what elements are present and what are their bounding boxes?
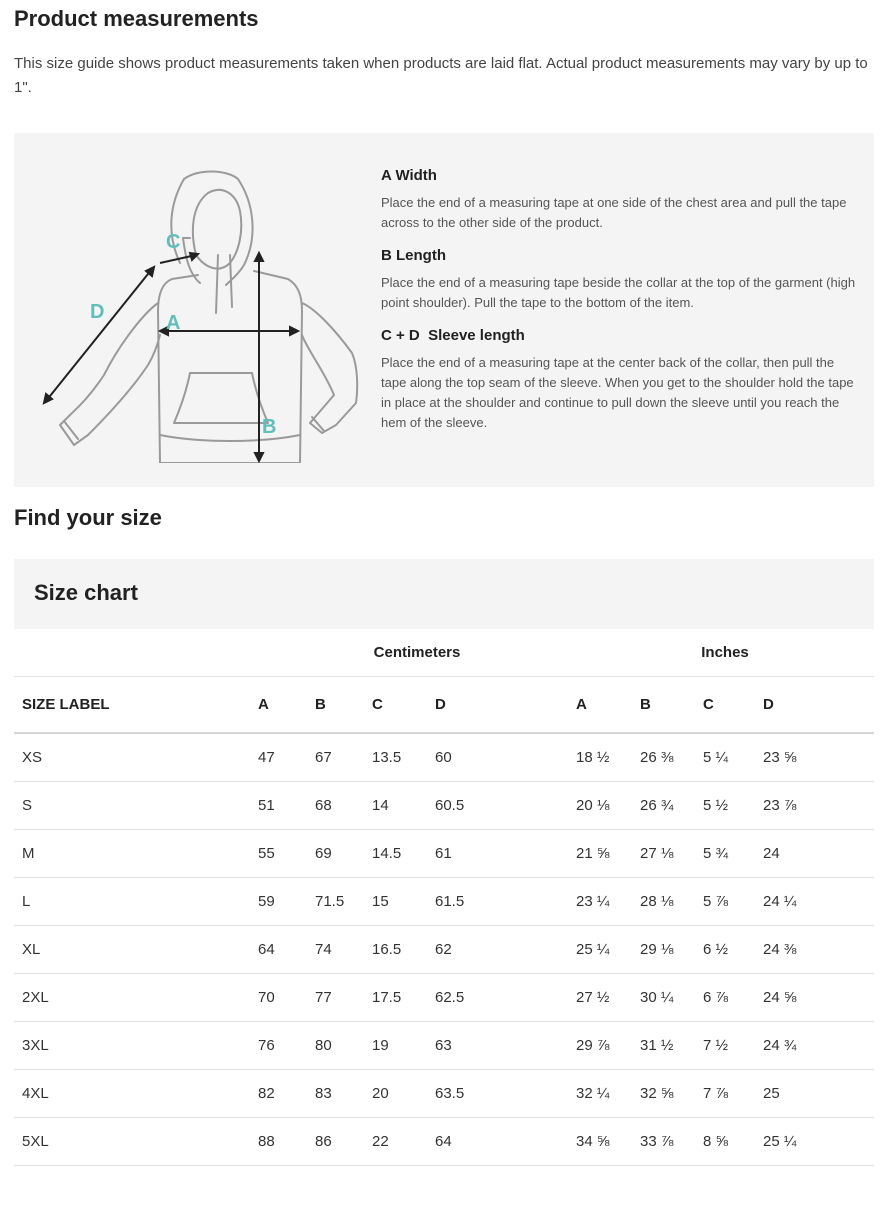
table-cell: 20 <box>372 1070 435 1118</box>
table-cell: 55 <box>258 830 315 878</box>
table-cell: 51 <box>258 782 315 830</box>
table-row <box>14 1070 874 1118</box>
table-cell: 83 <box>315 1070 372 1118</box>
table-cell: XL <box>14 926 258 974</box>
hoodie-pocket <box>174 373 268 423</box>
unit-group-row <box>14 629 874 677</box>
table-cell: 6 ⅞ <box>703 974 763 1022</box>
measurement-descriptions <box>381 165 856 445</box>
table-cell: 61 <box>435 830 576 878</box>
table-row <box>14 830 874 878</box>
table-cell: 60 <box>435 733 576 782</box>
table-cell: 7 ⅞ <box>703 1070 763 1118</box>
hoodie-right-sleeve <box>302 303 357 433</box>
hoodie-waistband <box>160 435 300 441</box>
table-cell: 64 <box>258 926 315 974</box>
table-cell: XS <box>14 733 258 782</box>
table-cell: 30 ¼ <box>640 974 703 1022</box>
table-cell: 26 ¾ <box>640 782 703 830</box>
column-header: B <box>315 677 372 734</box>
table-cell: 5 ¼ <box>703 733 763 782</box>
column-header: D <box>763 677 874 734</box>
table-cell: 29 ⅞ <box>576 1022 640 1070</box>
column-header: B <box>640 677 703 734</box>
hoodie-body-outline <box>158 271 302 463</box>
intro-text: This size guide shows product measurements taken when products are laid flat. Actual product measurements may vary by up to 1". <box>14 55 868 96</box>
unit-group-cm: Centimeters <box>258 629 576 677</box>
table-cell: 62.5 <box>435 974 576 1022</box>
table-cell: 22 <box>372 1118 435 1166</box>
width-heading: A Width <box>381 167 437 184</box>
table-cell: 31 ½ <box>640 1022 703 1070</box>
column-header-row <box>14 677 874 734</box>
hoodie-drawstring-left <box>216 255 218 313</box>
table-cell: 70 <box>258 974 315 1022</box>
table-cell: 88 <box>258 1118 315 1166</box>
table-cell: 25 <box>763 1070 874 1118</box>
label-a: A <box>166 312 181 334</box>
table-cell: 68 <box>315 782 372 830</box>
table-cell: 5 ⅞ <box>703 878 763 926</box>
table-cell: 24 ⅜ <box>763 926 874 974</box>
width-text: Place the end of a measuring tape at one side of the chest area and pull the tape across to the other side of the product. <box>381 195 847 230</box>
table-cell: 29 ⅛ <box>640 926 703 974</box>
length-arrowhead-bottom <box>255 453 263 461</box>
table-row <box>14 782 874 830</box>
table-cell: 23 ⅞ <box>763 782 874 830</box>
size-chart-title: Size chart <box>34 580 138 605</box>
measurement-panel <box>14 133 874 487</box>
table-row <box>14 926 874 974</box>
table-cell: 15 <box>372 878 435 926</box>
table-cell: 82 <box>258 1070 315 1118</box>
table-cell: 21 ⅝ <box>576 830 640 878</box>
table-cell: 74 <box>315 926 372 974</box>
table-cell: 24 ⅝ <box>763 974 874 1022</box>
hoodie-drawstring-right <box>230 255 232 307</box>
table-cell: 32 ⅝ <box>640 1070 703 1118</box>
table-cell: 28 ⅛ <box>640 878 703 926</box>
length-arrowhead-top <box>255 253 263 261</box>
table-cell: 32 ¼ <box>576 1070 640 1118</box>
table-cell: 62 <box>435 926 576 974</box>
table-cell: S <box>14 782 258 830</box>
table-cell: 23 ⅝ <box>763 733 874 782</box>
length-heading: B Length <box>381 247 446 264</box>
sleeve-heading: C + D Sleeve length <box>381 327 525 344</box>
table-cell: 27 ⅛ <box>640 830 703 878</box>
page-title: Product measurements <box>14 6 259 31</box>
table-cell: 16.5 <box>372 926 435 974</box>
sleeve-text: Place the end of a measuring tape at the center back of the collar, then pull the tape along the top seam of the sleeve. When you get to the shoulder hold the tape in place at the shoulder and continue to pull down the sleeve until you reach the hem of the sleeve. <box>381 355 854 430</box>
table-cell: 34 ⅝ <box>576 1118 640 1166</box>
table-cell: 6 ½ <box>703 926 763 974</box>
table-cell: 18 ½ <box>576 733 640 782</box>
column-header: C <box>703 677 763 734</box>
hoodie-left-sleeve <box>60 303 160 445</box>
table-cell: 27 ½ <box>576 974 640 1022</box>
table-cell: 5 ¾ <box>703 830 763 878</box>
table-cell: 60.5 <box>435 782 576 830</box>
table-cell: 76 <box>258 1022 315 1070</box>
unit-group-in: Inches <box>576 629 874 677</box>
width-arrowhead-right <box>290 327 298 335</box>
size-chart-header <box>14 559 874 629</box>
table-cell: L <box>14 878 258 926</box>
table-cell: 5XL <box>14 1118 258 1166</box>
table-cell: 23 ¼ <box>576 878 640 926</box>
column-header: A <box>258 677 315 734</box>
sleeve-arrowhead-c <box>190 253 198 260</box>
column-header: C <box>372 677 435 734</box>
table-cell: 59 <box>258 878 315 926</box>
table-cell: 71.5 <box>315 878 372 926</box>
table-cell: 3XL <box>14 1022 258 1070</box>
table-cell: 25 ¼ <box>763 1118 874 1166</box>
table-cell: 5 ½ <box>703 782 763 830</box>
label-d: D <box>90 301 105 323</box>
size-chart-table <box>14 629 874 1166</box>
unit-group-spacer <box>14 629 258 677</box>
table-cell: 14 <box>372 782 435 830</box>
table-cell: 14.5 <box>372 830 435 878</box>
column-header: A <box>576 677 640 734</box>
table-cell: 63 <box>435 1022 576 1070</box>
table-cell: 24 <box>763 830 874 878</box>
column-header: D <box>435 677 576 734</box>
table-cell: 20 ⅛ <box>576 782 640 830</box>
table-cell: 64 <box>435 1118 576 1166</box>
table-cell: 61.5 <box>435 878 576 926</box>
length-text: Place the end of a measuring tape beside the collar at the top of the garment (high point shoulder). Pull the tape to the bottom of the item. <box>381 275 856 310</box>
table-cell: 67 <box>315 733 372 782</box>
table-cell: M <box>14 830 258 878</box>
table-cell: 17.5 <box>372 974 435 1022</box>
table-row <box>14 974 874 1022</box>
table-cell: 25 ¼ <box>576 926 640 974</box>
table-cell: 8 ⅝ <box>703 1118 763 1166</box>
table-cell: 26 ⅜ <box>640 733 703 782</box>
table-row <box>14 1118 874 1166</box>
table-cell: 33 ⅞ <box>640 1118 703 1166</box>
size-chart-body <box>14 733 874 1166</box>
table-cell: 2XL <box>14 974 258 1022</box>
find-size-title: Find your size <box>14 505 162 530</box>
label-b: B <box>262 416 277 438</box>
table-cell: 24 ¼ <box>763 878 874 926</box>
table-cell: 86 <box>315 1118 372 1166</box>
table-row <box>14 878 874 926</box>
hoodie-diagram <box>40 163 362 463</box>
hoodie-left-cuff <box>64 421 78 439</box>
table-cell: 69 <box>315 830 372 878</box>
table-cell: 47 <box>258 733 315 782</box>
table-cell: 13.5 <box>372 733 435 782</box>
table-row <box>14 733 874 782</box>
label-c: C <box>166 231 181 253</box>
column-header: SIZE LABEL <box>14 677 258 734</box>
table-cell: 4XL <box>14 1070 258 1118</box>
table-cell: 19 <box>372 1022 435 1070</box>
table-row <box>14 1022 874 1070</box>
table-cell: 80 <box>315 1022 372 1070</box>
table-cell: 77 <box>315 974 372 1022</box>
table-cell: 63.5 <box>435 1070 576 1118</box>
table-cell: 7 ½ <box>703 1022 763 1070</box>
table-cell: 24 ¾ <box>763 1022 874 1070</box>
